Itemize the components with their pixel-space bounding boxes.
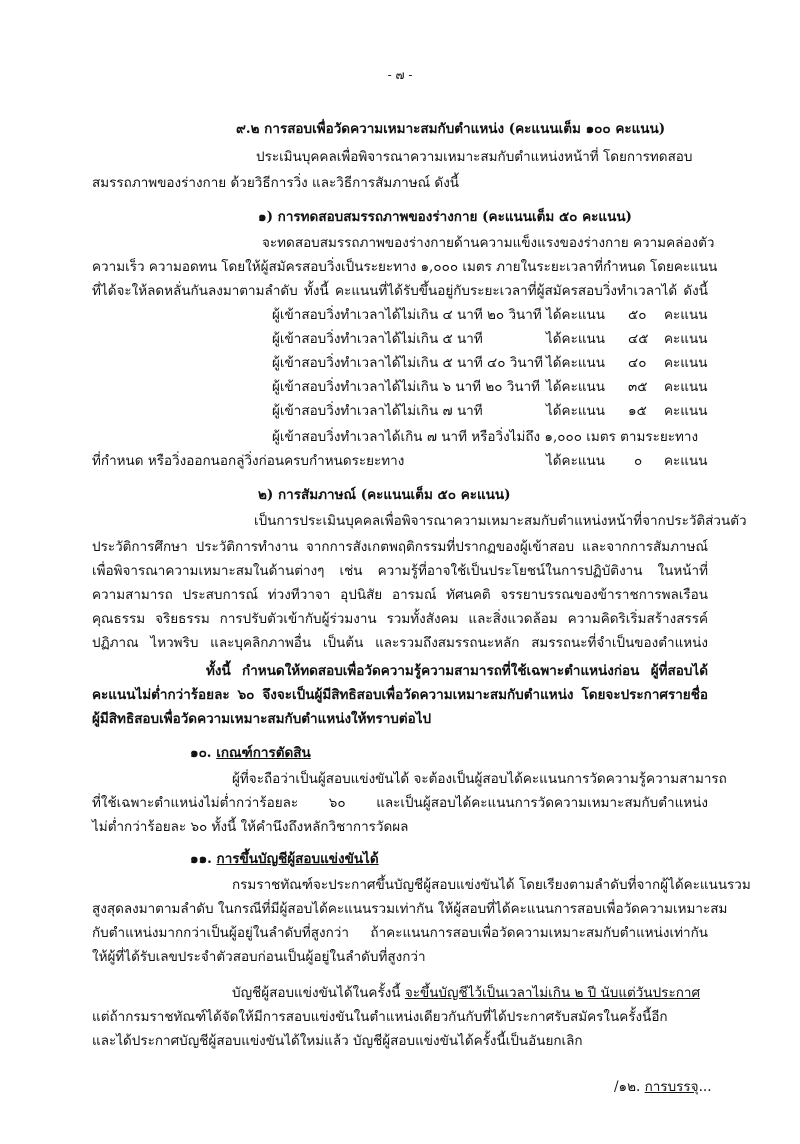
list-validity-period: จะขึ้นบัญชีไว้เป็นเวลาไม่เกิน ๒ ปี นับแต่วันประกาศ bbox=[404, 985, 701, 1001]
score-label: ได้คะแนน bbox=[546, 403, 605, 419]
interview-body-line: ประวัติการศึกษา ประวัติการทำงาน จากการสังเกตพฤติกรรมที่ปรากฏของผู้เข้าสอบ และจากการสัมภาษณ์ bbox=[92, 539, 708, 555]
score-unit: คะแนน bbox=[664, 403, 708, 419]
score-unit: คะแนน bbox=[664, 355, 708, 371]
score-label: ได้คะแนน bbox=[546, 307, 605, 323]
section-11-title: การขึ้นบัญชีผู้สอบแข่งขันได้ bbox=[216, 851, 379, 867]
score-condition: ผู้เข้าสอบวิ่งทำเวลาได้ไม่เกิน ๕ นาที bbox=[272, 331, 483, 347]
physical-test-heading: ๑) การทดสอบสมรรถภาพของร่างกาย (คะแนนเต็ม ๕๐ คะแนน) bbox=[258, 209, 632, 225]
interview-body-line: เพื่อพิจารณาความเหมาะสมในด้านต่างๆ เช่น ความรู้ที่อาจใช้เป็นประโยชน์ในการปฏิบัติงาน ในหน้าที่ bbox=[92, 563, 708, 579]
section-11-list-validity bbox=[232, 982, 700, 1004]
physical-test-body-line: จะทดสอบสมรรถภาพของร่างกายด้านความแข็งแรงของร่างกาย ความคล่องตัว bbox=[262, 235, 715, 251]
section-10-body-line: ไม่ต่ำกว่าร้อยละ ๖๐ ทั้งนี้ ให้คำนึงถึงหลักวิชาการวัดผล bbox=[92, 819, 409, 835]
physical-test-body-line: ความเร็ว ความอดทน โดยให้ผู้สมัครสอบวิ่งเป็นระยะทาง ๑,๐๐๐ เมตร ภายในระยะเวลาที่กำหนด โดยคะแนน bbox=[92, 259, 718, 275]
section-9-2-intro-line: สมรรถภาพของร่างกาย ด้วยวิธีการวิ่ง และวิธีการสัมภาษณ์ ดังนี้ bbox=[92, 175, 460, 191]
score-value: ๕๐ bbox=[628, 307, 647, 323]
score-unit: คะแนน bbox=[664, 331, 708, 347]
section-11-body-line: สูงสุดลงมาตามลำดับ ในกรณีที่มีผู้สอบได้คะแนนรวมเท่ากัน ให้ผู้สอบที่ได้คะแนนการสอบเพื่อวัดความเหมาะสม bbox=[92, 901, 728, 917]
score-unit: คะแนน bbox=[664, 379, 708, 395]
score-condition-cont: ที่กำหนด หรือวิ่งออกนอกลู่วิ่งก่อนครบกำหนดระยะทาง bbox=[92, 453, 405, 469]
note-line: ทั้งนี้ กำหนดให้ทดสอบเพื่อวัดความรู้ความสามารถที่ใช้เฉพาะตำแหน่งก่อน ผู้ที่สอบได้ bbox=[206, 663, 708, 679]
section-11-body-line: ให้ผู้ที่ได้รับเลขประจำตัวสอบก่อนเป็นผู้อยู่ในลำดับที่สูงกว่า bbox=[92, 949, 426, 965]
continuation-next-section: การบรรจุ bbox=[644, 1079, 699, 1095]
interview-body-line: ความสามารถ ประสบการณ์ ท่วงทีวาจา อุปนิสัย อารมณ์ ทัศนคติ จรรยาบรรณของข้าราชการพลเรือน bbox=[92, 587, 708, 603]
score-unit: คะแนน bbox=[664, 453, 708, 469]
section-9-2-heading: ๙.๒ การสอบเพื่อวัดความเหมาะสมกับตำแหน่ง (คะแนนเต็ม ๑๐๐ คะแนน) bbox=[236, 121, 666, 137]
score-condition: ผู้เข้าสอบวิ่งทำเวลาได้ไม่เกิน ๕ นาที ๔๐ วินาที bbox=[272, 355, 544, 371]
score-unit: คะแนน bbox=[664, 307, 708, 323]
section-11-body-line: และได้ประกาศบัญชีผู้สอบแข่งขันได้ใหม่แล้ว บัญชีผู้สอบแข่งขันได้ครั้งนี้เป็นอันยกเลิก bbox=[92, 1033, 583, 1049]
section-10-title: เกณฑ์การตัดสิน bbox=[216, 745, 311, 761]
score-label: ได้คะแนน bbox=[546, 355, 605, 371]
list-validity-text: บัญชีผู้สอบแข่งขันได้ในครั้งนี้ bbox=[232, 985, 405, 1001]
continuation-suffix: ... bbox=[698, 1079, 712, 1095]
section-11-body-line: กรมราชทัณฑ์จะประกาศขึ้นบัญชีผู้สอบแข่งขันได้ โดยเรียงตามลำดับที่จากผู้ได้คะแนนรวม bbox=[232, 877, 751, 893]
score-value: ๓๕ bbox=[628, 379, 648, 395]
section-10-body-line: ผู้ที่จะถือว่าเป็นผู้สอบแข่งขันได้ จะต้องเป็นผู้สอบได้คะแนนการวัดความรู้ความสามารถ bbox=[232, 771, 727, 787]
physical-test-body-line: ที่ได้จะให้ลดหลั่นกันลงมาตามลำดับ ทั้งนี้ คะแนนที่ได้รับขึ้นอยู่กับระยะเวลาที่ผู้สมัครสอบวิ่งทำเวลาได้ ดังนี้ bbox=[92, 283, 708, 299]
interview-body-line: เป็นการประเมินบุคคลเพื่อพิจารณาความเหมาะสมกับตำแหน่งหน้าที่จากประวัติส่วนตัว bbox=[254, 513, 747, 529]
section-10-body-line: ที่ใช้เฉพาะตำแหน่งไม่ต่ำกว่าร้อยละ ๖๐ และเป็นผู้สอบได้คะแนนการวัดความเหมาะสมกับตำแหน่ง bbox=[92, 795, 708, 811]
section-11-body-line: แต่ถ้ากรมราชทัณฑ์ได้จัดให้มีการสอบแข่งขันในตำแหน่งเดียวกันกับที่ได้ประกาศรับสมัครในครั้งนี้อีก bbox=[92, 1009, 668, 1025]
note-line: ผู้มีสิทธิสอบเพื่อวัดความเหมาะสมกับตำแหน่งให้ทราบต่อไป bbox=[92, 711, 432, 727]
score-label: ได้คะแนน bbox=[546, 453, 605, 469]
interview-body-line: คุณธรรม จริยธรรม การปรับตัวเข้ากับผู้ร่วมงาน รวมทั้งสังคม และสิ่งแวดล้อม ความคิดริเริ่มสร้างสรรค์ bbox=[92, 611, 708, 627]
section-9-2-intro-line: ประเมินบุคคลเพื่อพิจารณาความเหมาะสมกับตำแหน่งหน้าที่ โดยการทดสอบ bbox=[256, 149, 693, 165]
score-condition: ผู้เข้าสอบวิ่งทำเวลาได้ไม่เกิน ๖ นาที ๒๐ วินาที bbox=[272, 379, 541, 395]
score-condition: ผู้เข้าสอบวิ่งทำเวลาได้ไม่เกิน ๗ นาที bbox=[272, 403, 483, 419]
continuation-prefix: /๑๒. bbox=[614, 1079, 645, 1095]
section-10-number: ๑๐. bbox=[190, 745, 212, 761]
continuation-marker bbox=[614, 1076, 711, 1098]
score-label: ได้คะแนน bbox=[546, 379, 605, 395]
section-11-number: ๑๑. bbox=[190, 851, 212, 867]
score-condition: ผู้เข้าสอบวิ่งทำเวลาได้ไม่เกิน ๔ นาที ๒๐ วินาที bbox=[272, 307, 542, 323]
page-number: - ๗ - bbox=[387, 68, 413, 82]
interview-heading: ๒) การสัมภาษณ์ (คะแนนเต็ม ๕๐ คะแนน) bbox=[258, 487, 511, 503]
section-11-body-line: กับตำแหน่งมากกว่าเป็นผู้อยู่ในลำดับที่สูงกว่า ถ้าคะแนนการสอบเพื่อวัดความเหมาะสมกับตำแหน่งเท่ากัน bbox=[92, 925, 708, 941]
score-value: ๐ bbox=[634, 453, 643, 469]
score-value: ๑๕ bbox=[628, 403, 647, 419]
interview-body-line: ปฏิภาณ ไหวพริบ และบุคลิกภาพอื่น เป็นต้น และรวมถึงสมรรถนะหลัก สมรรถนะที่จำเป็นของตำแหน่ง bbox=[92, 635, 708, 651]
section-10-heading bbox=[190, 742, 311, 764]
score-condition: ผู้เข้าสอบวิ่งทำเวลาได้เกิน ๗ นาที หรือวิ่งไม่ถึง ๑,๐๐๐ เมตร ตามระยะทาง bbox=[272, 429, 699, 445]
section-11-heading bbox=[190, 848, 379, 870]
note-line: คะแนนไม่ต่ำกว่าร้อยละ ๖๐ จึงจะเป็นผู้มีสิทธิสอบเพื่อวัดความเหมาะสมกับตำแหน่ง โดยจะประกาศรายชื่อ bbox=[92, 687, 708, 703]
score-value: ๔๕ bbox=[628, 331, 649, 347]
score-label: ได้คะแนน bbox=[546, 331, 605, 347]
score-value: ๔๐ bbox=[628, 355, 647, 371]
